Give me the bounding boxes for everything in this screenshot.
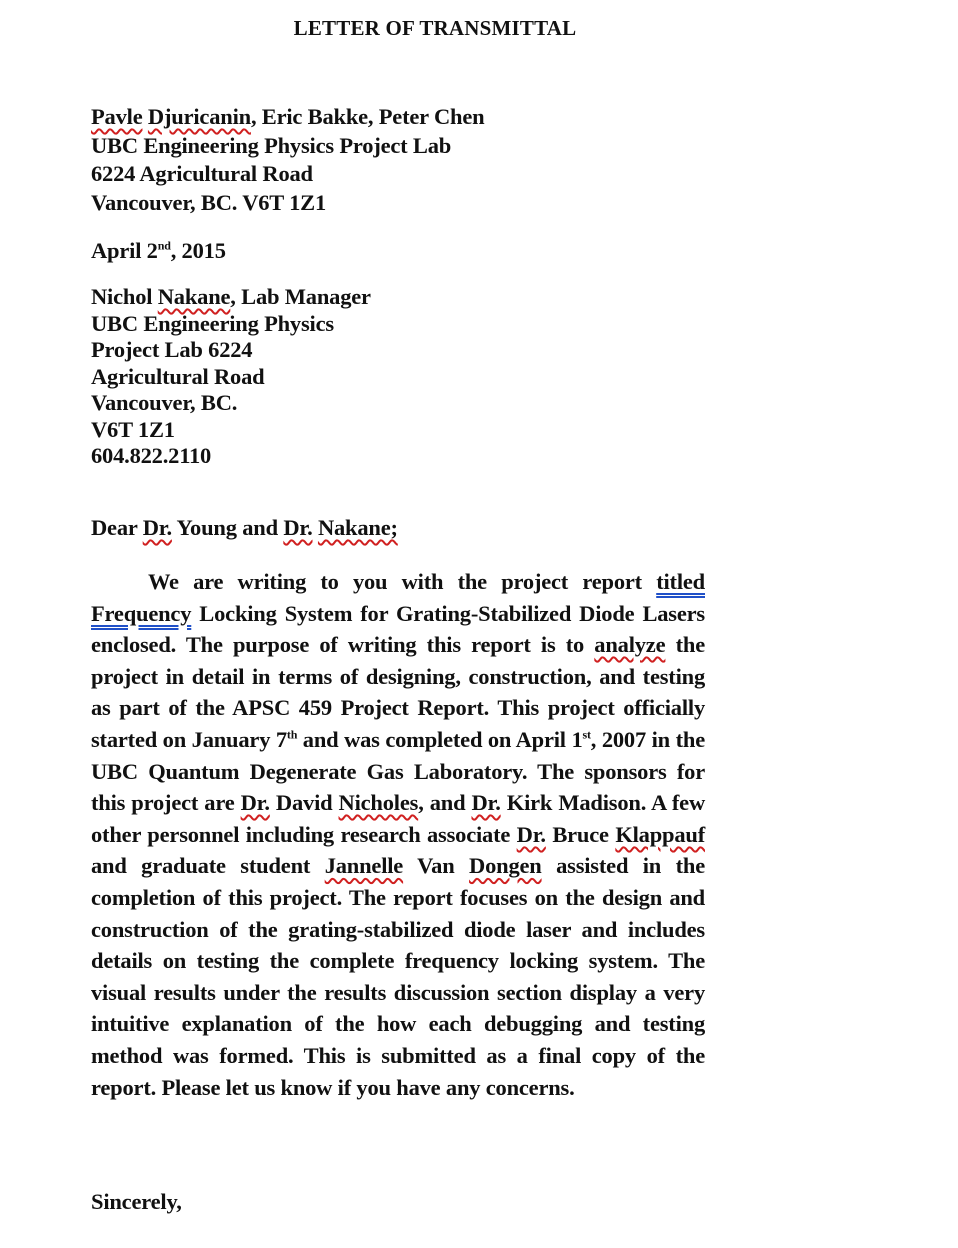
sender-city: Vancouver, BC. V6T 1Z1 — [91, 189, 327, 215]
body-dr-c: Dr. — [516, 821, 546, 847]
recipient-name — [91, 284, 371, 311]
body-word-analyze: analyze — [594, 632, 666, 658]
recipient-last: Nakane — [157, 284, 231, 309]
body-part-5: , 2007 in the UBC Quantum Degenerate Gas Laboratory. The sponsors for this project are — [91, 726, 705, 816]
date-suffix: nd — [157, 238, 171, 253]
salutation-dr-1: Dr. — [142, 515, 172, 540]
letter-body-paragraph — [91, 566, 705, 1103]
recipient-line5: Vancouver, BC. — [91, 390, 238, 415]
sender-names-rest: , Eric Bakke, Peter Chen — [250, 104, 485, 129]
sender-org: UBC Engineering Physics Project Lab — [91, 132, 452, 158]
body-word-frequency: Frequency — [91, 600, 192, 626]
body-part-9: Bruce — [545, 821, 616, 847]
sender-name-last: Djuricanin — [147, 104, 251, 129]
body-part-11: Van — [403, 853, 470, 879]
date-month-day: April 2 — [91, 238, 158, 263]
salutation-nakane: Nakane; — [317, 515, 398, 540]
body-word-titled: titled — [656, 569, 705, 594]
date-year: , 2015 — [170, 238, 226, 263]
body-word-klappauf: Klappauf — [615, 821, 705, 847]
body-part-12: assisted in the completion of this project. The report focuses on the design and construction of the grating-stabilized diode laser and includes details on testing the complete frequency locking system. The visual results under the results discussion section display a very intuitive explanation of the how each debugging and testing method was formed. This is submitted as a final copy of the report. Please let us know if you have any concerns. — [91, 853, 705, 1100]
recipient-first: Nichol — [91, 284, 158, 309]
salutation-dr-2: Dr. — [283, 515, 313, 540]
body-part-1: We are writing to you with the project report — [148, 569, 657, 594]
letter-title: LETTER OF TRANSMITTAL — [293, 16, 577, 40]
body-part-2: Locking System for Grating-Stabilized Diode Lasers enclosed. The purpose of writing this report is to — [91, 600, 705, 658]
letter-date — [91, 237, 226, 266]
body-dr-b: Dr. — [471, 790, 501, 816]
body-sup-st: st — [582, 727, 591, 742]
recipient-line6: V6T 1Z1 — [91, 416, 175, 442]
body-word-nicholes: Nicholes — [338, 790, 419, 816]
salutation-young: Young and — [171, 515, 284, 540]
recipient-line3: Project Lab 6224 — [91, 337, 253, 362]
sender-names — [91, 103, 484, 132]
body-dr-a: Dr. — [240, 790, 270, 816]
recipient-line2: UBC Engineering Physics — [91, 310, 334, 336]
sender-street: 6224 Agricultural Road — [91, 161, 313, 186]
recipient-line4: Agricultural Road — [91, 363, 265, 389]
body-word-jannelle: Jannelle — [324, 853, 404, 879]
body-part-7: , and — [418, 790, 472, 816]
body-part-10: and graduate student — [91, 853, 325, 879]
recipient-address — [91, 284, 371, 470]
body-part-8: Kirk Madison. A few other personnel including research associate — [91, 790, 706, 847]
body-part-3: the project in detail in terms of designing, construction, and testing as part of the APSC 459 Project Report. This project officially started on January 7 — [91, 632, 705, 752]
body-sup-th: th — [286, 727, 298, 742]
body-word-dongen: Dongen — [469, 853, 542, 879]
salutation — [91, 514, 398, 543]
salutation-dear: Dear — [91, 515, 143, 540]
recipient-phone: 604.822.2110 — [91, 443, 212, 468]
sender-name-first: Pavle — [91, 104, 143, 129]
sender-address — [91, 103, 484, 217]
letter-closing: Sincerely, — [91, 1189, 182, 1214]
recipient-role: , Lab Manager — [230, 284, 371, 309]
body-part-4: and was completed on April 1 — [297, 726, 583, 752]
body-part-6: David — [269, 790, 339, 816]
